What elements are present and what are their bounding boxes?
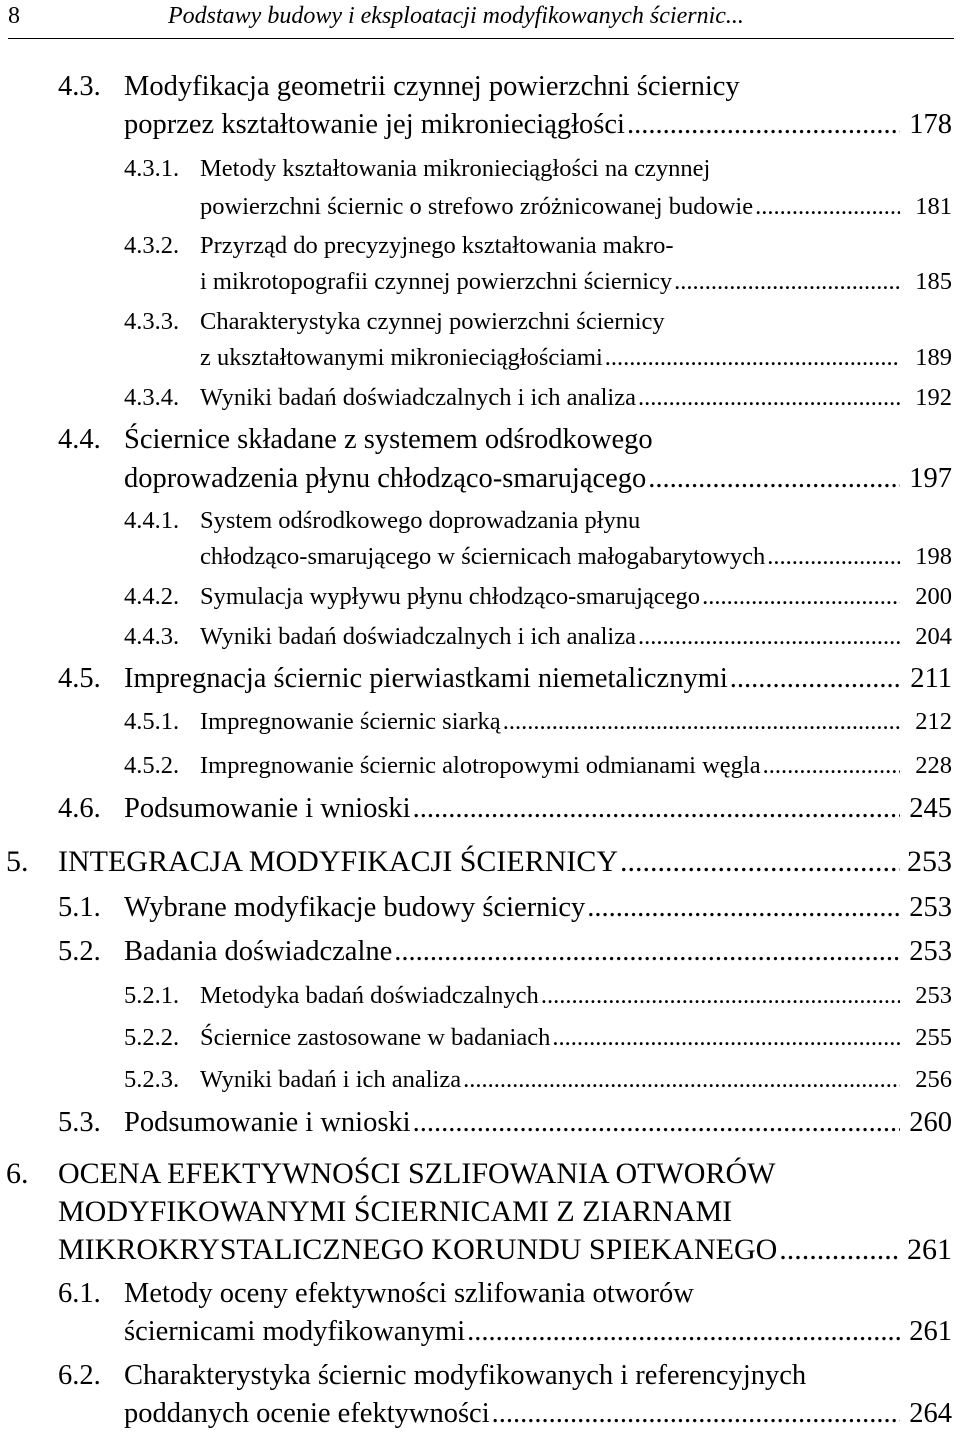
toc-entry-line [0,580,960,614]
dot-leader [779,1233,900,1267]
dot-leader [648,462,900,496]
toc-entry-line [0,705,960,739]
toc-entry-line [0,540,960,574]
toc-entry-number: 4.4. [58,424,101,455]
dot-leader [503,705,900,739]
toc-entry-title: Metody kształtowania mikronieciągłości na czynnej [200,155,711,182]
toc-entry-line [0,504,960,538]
page-number: 8 [8,3,20,29]
toc-entry-number: 4.4.3. [124,623,180,650]
toc-entry-line [0,1195,960,1229]
toc-entry-line [0,935,960,969]
toc-page-number: 253 [909,892,952,923]
toc-entry-title: Metodyka badań doświadczalnych [200,982,539,1009]
toc-entry-title: OCENA EFEKTYWNOŚCI SZLIFOWANIA OTWORÓW [58,1157,776,1190]
dot-leader [463,1063,900,1097]
toc-page-number: 253 [909,936,952,967]
toc-entry-line [0,662,960,696]
toc-entry-title: powierzchni ściernic o strefowo zróżnicowanej budowie [200,193,754,220]
toc-entry-title: doprowadzenia płynu chłodząco-smarującego [124,463,647,494]
toc-entry-line [0,845,960,879]
toc-entry-number: 5.2.2. [124,1024,180,1051]
toc-entry-title: Impregnacja ściernic pierwiastkami niemetalicznymi [124,663,728,694]
toc-page-number: 261 [909,1316,952,1347]
dot-leader [492,1397,900,1431]
toc-entry-title: chłodząco-smarującego w ściernicach małogabarytowych [200,543,766,570]
toc-page-number: 261 [907,1233,952,1266]
toc-page-number: 181 [915,193,952,220]
toc-entry-line [0,1021,960,1055]
toc-page-number: 178 [909,109,952,140]
dot-leader [730,662,900,696]
toc-entry-title: Wyniki badań doświadczalnych i ich analiza [200,384,636,411]
toc-entry-line [0,1315,960,1349]
toc-entry-title: Charakterystyka ściernic modyfikowanych i referencyjnych [124,1360,807,1391]
toc-entry-title: Wyniki badań i ich analiza [200,1066,462,1093]
toc-entry-title: Wyniki badań doświadczalnych i ich analiza [200,623,636,650]
toc-entry-title: Badania doświadczalne [124,936,393,967]
toc-entry-number: 4.3.1. [124,155,180,182]
toc-entry-line [0,1359,960,1393]
toc-page-number: 204 [915,623,952,650]
dot-leader [394,935,900,969]
toc-entry-line [0,423,960,457]
toc-entry-number: 4.3.2. [124,232,180,259]
toc-entry-line [0,792,960,826]
toc-entry-number: 5.1. [58,892,101,923]
toc-page-number: 253 [907,845,952,878]
toc-entry-title: Przyrząd do precyzyjnego kształtowania makro- [200,232,674,259]
toc-entry-line [0,1157,960,1191]
toc-entry-line [0,381,960,415]
toc-entry-line [0,462,960,496]
toc-entry-number: 5. [6,845,29,878]
toc-entry-number: 4.5. [58,663,101,694]
toc-entry-title: Podsumowanie i wnioski [124,1107,411,1138]
toc-page-number: 198 [915,543,952,570]
toc-entry-number: 6. [6,1157,29,1190]
dot-leader [638,381,900,415]
toc-entry-title: ściernicami modyfikowanymi [124,1316,466,1347]
toc-entry-line [0,620,960,654]
toc-entry-title: Impregnowanie ściernic siarką [200,708,501,735]
toc-entry-title: Ściernice składane z systemem odśrodkowego [124,424,653,455]
dot-leader [638,620,900,654]
toc-entry-title: poprzez kształtowanie jej mikronieciągłości [124,109,625,140]
dot-leader [755,190,900,224]
toc-entry-title: poddanych ocenie efektywności [124,1398,490,1429]
toc-page-number: 255 [915,1024,952,1051]
toc-entry-title: Charakterystyka czynnej powierzchni ściernicy [200,308,665,335]
toc-entry-number: 4.5.2. [124,752,180,779]
toc-page-number: 260 [909,1107,952,1138]
dot-leader [541,979,900,1013]
toc-entry-title: Wybrane modyfikacje budowy ściernicy [124,892,586,923]
toc-entry-title: Modyfikacja geometrii czynnej powierzchni ściernicy [124,71,740,102]
toc-entry-title: Podsumowanie i wnioski [124,793,411,824]
dot-leader [767,540,900,574]
toc-entry-number: 4.5.1. [124,708,180,735]
toc-entry-title: Symulacja wypływu płynu chłodząco-smarującego [200,583,701,610]
toc-entry-number: 5.2.3. [124,1066,180,1093]
dot-leader [702,580,900,614]
toc-entry-title: INTEGRACJA MODYFIKACJI ŚCIERNICY [58,845,619,878]
toc-entry-line [0,979,960,1013]
running-title: Podstawy budowy i eksploatacji modyfikowanych ściernic... [168,3,744,29]
toc-entry-number: 4.4.2. [124,583,180,610]
toc-entry-title: i mikrotopografii czynnej powierzchni ściernicy [200,268,673,295]
toc-entry-line [0,1397,960,1431]
toc-entry-number: 4.6. [58,793,101,824]
toc-entry-line [0,70,960,104]
toc-entry-title: Impregnowanie ściernic alotropowymi odmianami węgla [200,752,761,779]
toc-entry-title: Ściernice zastosowane w badaniach [200,1024,551,1051]
toc-page-number: 212 [915,708,952,735]
toc-entry-line [0,265,960,299]
toc-entry-line [0,108,960,142]
toc-page-number: 228 [915,752,952,779]
toc-entry-line [0,341,960,375]
toc-entry-line [0,891,960,925]
toc-entry-number: 4.3. [58,71,101,102]
toc-entry-line [0,152,960,186]
toc-entry-line [0,305,960,339]
dot-leader [413,1106,900,1140]
toc-entry-title: System odśrodkowego doprowadzania płynu [200,507,641,534]
toc-entry-number: 6.2. [58,1360,101,1391]
toc-page-number: 256 [915,1066,952,1093]
toc-entry-line [0,1233,960,1267]
dot-leader [620,845,900,879]
toc-entry-number: 4.4.1. [124,507,180,534]
toc-page-number: 189 [915,344,952,371]
toc-entry-number: 6.1. [58,1278,101,1309]
toc-entry-number: 5.2. [58,936,101,967]
toc-entry-line [0,1277,960,1311]
toc-page-number: 211 [910,663,952,694]
toc-page-number: 197 [909,463,952,494]
toc-entry-number: 5.2.1. [124,982,180,1009]
toc-entry-line [0,1106,960,1140]
toc-entry-title: MIKROKRYSTALICZNEGO KORUNDU SPIEKANEGO [58,1233,778,1266]
dot-leader [587,891,900,925]
toc-page-number: 253 [915,982,952,1009]
dot-leader [605,341,900,375]
toc-page-number: 264 [909,1398,952,1429]
dot-leader [674,265,900,299]
toc-entry-line [0,190,960,224]
toc-page-number: 192 [915,384,952,411]
toc-entry-number: 4.3.4. [124,384,180,411]
toc-entry-title: Metody oceny efektywności szlifowania otworów [124,1278,694,1309]
dot-leader [627,108,900,142]
dot-leader [552,1021,900,1055]
toc-entry-title: MODYFIKOWANYMI ŚCIERNICAMI Z ZIARNAMI [58,1195,733,1228]
toc-entry-number: 5.3. [58,1107,101,1138]
toc-entry-line [0,1063,960,1097]
dot-leader [763,749,900,783]
toc-page-number: 200 [915,583,952,610]
toc-entry-line [0,749,960,783]
toc-entry-title: z ukształtowanymi mikronieciągłościami [200,344,603,371]
toc-page-number: 185 [915,268,952,295]
dot-leader [467,1315,900,1349]
dot-leader [413,792,900,826]
toc-entry-line [0,229,960,263]
toc-entry-number: 4.3.3. [124,308,180,335]
toc-page-number: 245 [909,793,952,824]
